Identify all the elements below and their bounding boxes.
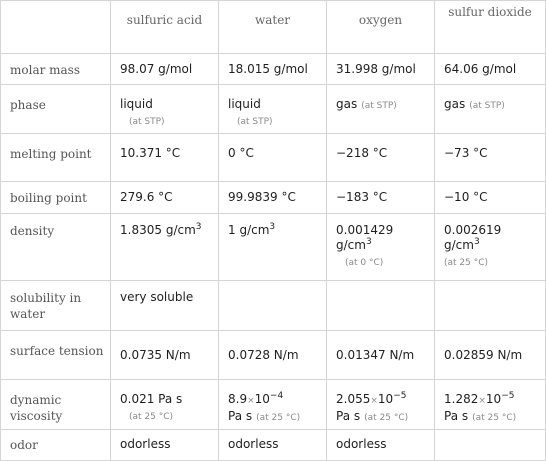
cell-value: very soluble: [111, 281, 219, 331]
condition-note: (at 25 °C): [472, 413, 517, 423]
mantissa: 8.9: [228, 392, 248, 406]
row-label: molar mass: [1, 54, 111, 85]
times-sign: ×: [478, 396, 486, 406]
cell-value: −10 °C: [435, 182, 546, 214]
viscosity-value: [444, 392, 545, 409]
condition-note: (at STP): [469, 101, 505, 111]
density-value: 1: [228, 223, 236, 237]
table-row-solubility: [1, 281, 546, 331]
density-unit-line: [444, 238, 545, 253]
viscosity-unit: Pa s: [228, 409, 253, 423]
cell-value: −73 °C: [435, 134, 546, 182]
condition-note: (at STP): [237, 117, 273, 127]
cell-value: odorless: [111, 430, 219, 461]
cell-value: [435, 214, 546, 281]
density-value: 0.001429: [336, 223, 394, 237]
cell-value: [111, 85, 219, 134]
viscosity-unit: Pa s: [444, 409, 469, 423]
row-label: odor: [1, 430, 111, 461]
times-sign: ×: [370, 396, 378, 406]
viscosity-unit-line: [336, 409, 434, 426]
condition-note: (at 0 °C): [345, 258, 384, 268]
row-label: surface tension: [1, 331, 111, 380]
cell-value: [435, 430, 546, 461]
mantissa: 1.282: [444, 392, 479, 406]
cell-value: [327, 380, 435, 430]
cell-value: 0.02859 N/m: [435, 331, 546, 380]
density-unit-line: [336, 238, 434, 253]
unit-exponent: 3: [269, 222, 276, 232]
density-unit: g/cm: [239, 223, 270, 237]
cell-value: [219, 85, 327, 134]
cell-value: [435, 85, 546, 134]
header-row: [1, 1, 546, 54]
table-row-boiling-point: [1, 182, 546, 214]
viscosity-unit: Pa s: [336, 409, 361, 423]
cell-value: 98.07 g/mol: [111, 54, 219, 85]
density-unit: g/cm: [165, 223, 196, 237]
cell-value: 0 °C: [219, 134, 327, 182]
viscosity-unit-line: [228, 409, 326, 426]
cell-value: −218 °C: [327, 134, 435, 182]
cell-value: 18.015 g/mol: [219, 54, 327, 85]
row-label: density: [1, 214, 111, 281]
density-value: 1.8305: [120, 223, 162, 237]
cell-value: 0.0735 N/m: [111, 331, 219, 380]
density-unit: g/cm: [444, 238, 474, 252]
power-base: 10: [254, 392, 270, 406]
row-label: boiling point: [1, 182, 111, 214]
table-row-viscosity: [1, 380, 546, 430]
header-sulfuric-acid: sulfuric acid: [111, 1, 219, 54]
cell-value: 10.371 °C: [111, 134, 219, 182]
viscosity-value: 0.021 Pa s: [120, 392, 183, 406]
power-base: 10: [377, 392, 394, 406]
viscosity-unit-line: [444, 409, 545, 426]
table-row-density: [1, 214, 546, 281]
header-corner: [1, 1, 111, 54]
phase-value: gas: [444, 97, 466, 111]
cell-value: [219, 281, 327, 331]
viscosity-value: [228, 392, 326, 409]
unit-exponent: 3: [195, 222, 202, 232]
cell-value: [111, 214, 219, 281]
cell-value: odorless: [219, 430, 327, 461]
cell-value: 279.6 °C: [111, 182, 219, 214]
row-label: solubility in water: [1, 281, 111, 331]
table-row-surface-tension: [1, 331, 546, 380]
row-label: dynamic viscosity: [1, 380, 111, 430]
cell-value: [327, 214, 435, 281]
power-exponent: −5: [393, 391, 407, 401]
condition-note: (at STP): [361, 101, 397, 111]
table-row-molar-mass: [1, 54, 546, 85]
cell-value: 31.998 g/mol: [327, 54, 435, 85]
table-row-melting-point: [1, 134, 546, 182]
cell-value: 0.0728 N/m: [219, 331, 327, 380]
table-row-phase: [1, 85, 546, 134]
header-sulfur-dioxide: sulfur dioxide: [435, 1, 546, 54]
phase-value: gas: [336, 97, 358, 111]
cell-value: [435, 380, 546, 430]
cell-value: [219, 214, 327, 281]
cell-value: [327, 281, 435, 331]
cell-value: −183 °C: [327, 182, 435, 214]
condition-note: (at 25 °C): [129, 412, 174, 422]
mantissa: 2.055: [336, 392, 371, 406]
condition-note: (at 25 °C): [256, 413, 301, 423]
row-label: phase: [1, 85, 111, 134]
density-unit: g/cm: [336, 238, 366, 252]
power-exponent: −5: [501, 391, 515, 401]
density-value: 0.002619: [444, 223, 502, 237]
cell-value: [219, 380, 327, 430]
cell-value: [111, 380, 219, 430]
header-water: water: [219, 1, 327, 54]
cell-value: 0.01347 N/m: [327, 331, 435, 380]
condition-note: (at 25 °C): [444, 258, 489, 268]
unit-exponent: 3: [365, 237, 372, 247]
cell-value: 99.9839 °C: [219, 182, 327, 214]
power-base: 10: [485, 392, 502, 406]
cell-value: odorless: [327, 430, 435, 461]
power-exponent: −4: [269, 391, 284, 401]
condition-note: (at STP): [129, 117, 165, 127]
phase-value: liquid: [120, 97, 153, 111]
cell-value: [435, 281, 546, 331]
row-label: melting point: [1, 134, 111, 182]
condition-note: (at 25 °C): [364, 413, 409, 423]
cell-value: [327, 85, 435, 134]
cell-value: 64.06 g/mol: [435, 54, 546, 85]
unit-exponent: 3: [473, 237, 480, 247]
phase-value: liquid: [228, 97, 261, 111]
table-row-odor: [1, 430, 546, 461]
viscosity-value: [336, 392, 434, 409]
times-sign: ×: [247, 396, 255, 406]
header-oxygen: oxygen: [327, 1, 435, 54]
